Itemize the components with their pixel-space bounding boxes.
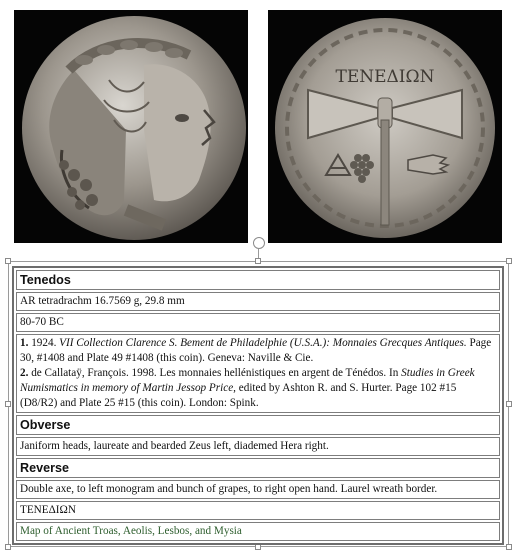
obverse-heading: Obverse <box>16 415 500 435</box>
references-cell <box>16 334 500 413</box>
reverse-description: Double axe, to left monogram and bunch of grapes, to right open hand. Laurel wreath border. <box>16 480 500 499</box>
reference-post: Page 30, #1408 and Plate 49 #1408 (this coin). Geneva: Naville & Cie. <box>20 337 492 364</box>
reference-pre: 1924. <box>31 337 57 349</box>
reference-pre: de Callataÿ, François. 1998. Les monnaies hellénistiques en argent de Ténédos. In <box>31 367 399 379</box>
coin-legend: ΤΕΝΕΔΙΩΝ <box>335 67 435 87</box>
resize-handle-bottom-right[interactable] <box>506 544 512 550</box>
resize-handle-top-left[interactable] <box>5 258 11 264</box>
reference-item <box>20 366 496 411</box>
date-cell: 80-70 BC <box>16 313 500 332</box>
table-title: Tenedos <box>16 270 500 290</box>
reference-post: edited by Ashton R. and S. Hurter. Page 102 #15 (D8/R2) and Plate 25 #15 (this coin). London: Spink. <box>20 382 457 409</box>
resize-handle-top[interactable] <box>255 258 261 264</box>
reference-item <box>20 336 496 366</box>
reverse-heading: Reverse <box>16 458 500 478</box>
coin-info-table <box>12 266 504 545</box>
reference-title: VII Collection Clarence S. Bement de Philadelphie (U.S.A.): Monnaies Grecques Antiques. <box>59 337 467 349</box>
obverse-coin-image <box>14 10 248 243</box>
obverse-description: Janiform heads, laureate and bearded Zeus left, diademed Hera right. <box>16 437 500 456</box>
reference-number: 1. <box>20 337 29 349</box>
obverse-coin-illustration <box>14 10 248 243</box>
map-link[interactable]: Map of Ancient Troas, Aeolis, Lesbos, and Mysia <box>16 522 500 541</box>
legend-cell: ΤΕΝΕΔΙΩΝ <box>16 501 500 520</box>
reverse-coin-illustration <box>268 10 502 243</box>
denomination-cell: AR tetradrachm 16.7569 g, 29.8 mm <box>16 292 500 311</box>
resize-handle-right[interactable] <box>506 401 512 407</box>
resize-handle-bottom-left[interactable] <box>5 544 11 550</box>
reference-title: Studies in Greek Numismatics in memory of Martin Jessop Price, <box>20 367 475 394</box>
reverse-coin-image <box>268 10 502 243</box>
resize-handle-left[interactable] <box>5 401 11 407</box>
resize-handle-top-right[interactable] <box>506 258 512 264</box>
reference-number: 2. <box>20 367 29 379</box>
rotate-handle[interactable] <box>253 237 265 249</box>
